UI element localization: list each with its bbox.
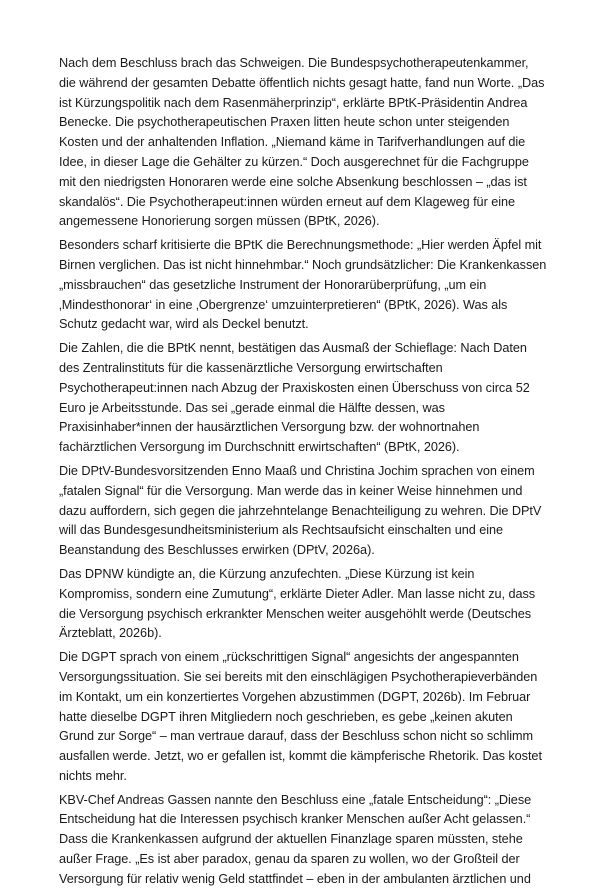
paragraph-calculation-method: Besonders scharf kritisierte die BPtK die Berechnungsmethode: „Hier werden Äpfel mit Birnen verglichen. Das ist nicht hinnehmbar.“ Noch grundsätzlicher: Die Krankenkassen „missbrauchen“ das gesetzliche Instrument der Honorarüberprüfung, „um ein ‚Mindesthonorar‘ in eine ‚Obergrenze‘ umzuinterpretieren“ (BPtK, 2026). Was als Schutz gedacht war, wird als Deckel benutzt. [59, 238, 547, 332]
paragraph-dpnw: Das DPNW kündigte an, die Kürzung anzufechten. „Diese Kürzung ist kein Kompromiss, sondern eine Zumutung“, erklärte Dieter Adler. Man lasse nicht zu, dass die Versorgung psychisch erkrankter Menschen weiter ausgehöhlt werde (Deutsches Ärzteblatt, 2026b). [59, 566, 536, 641]
paragraph-dgpt: Die DGPT sprach von einem „rückschrittigen Signal“ angesichts der angespannten Versorgungssituation. Sie sei bereits mit den einschlägigen Psychotherapieverbänden im Kontakt, um ein konzertiertes Vorgehen abzustimmen (DGPT, 2026b). Im Februar hatte dieselbe DGPT ihren Mitgliedern noch geschrieben, es gebe „keinen akuten Grund zur Sorge“ – man vertraue darauf, dass der Beschluss schon nicht so schlimm ausfallen werde. Jetzt, wo er gefallen ist, kommt die kämpferische Rhetorik. Das kostet nichts mehr. [59, 650, 542, 783]
document-body [59, 54, 547, 894]
paragraph-bptk-reaction: Nach dem Beschluss brach das Schweigen. Die Bundespsychotherapeutenkammer, die während der gesamten Debatte öffentlich nichts gesagt hatte, fand nun Worte. „Das ist Kürzungspolitik nach dem Rasenmäherprinzip“, erklärte BPtK-Präsidentin Andrea Benecke. Die psychotherapeutischen Praxen litten heute schon unter steigenden Kosten und der anhaltenden Inflation. „Niemand käme in Tarifverhandlungen auf die Idee, in dieser Lage die Gehälter zu kürzen.“ Doch ausgerechnet für die Fachgruppe mit den niedrigsten Honoraren werde eine solche Absenkung beschlossen – „das ist skandalös“. Die Psychotherapeut:innen würden erneut auf dem Klageweg für eine angemessene Honorierung sorgen müssen (BPtK, 2026). [59, 56, 545, 229]
paragraph-zi-figures: Die Zahlen, die die BPtK nennt, bestätigen das Ausmaß der Schieflage: Nach Daten des Zentralinstituts für die kassenärztliche Versorgung erwirtschaften Psychotherapeut:innen nach Abzug der Praxiskosten einen Überschuss von circa 52 Euro je Arbeitsstunde. Das sei „gerade einmal die Hälfte dessen, was Praxisinhaber*innen der hausärztlichen Versorgung bzw. der wohnortnahen fachärztlichen Versorgung im Durchschnitt erwirtschaften“ (BPtK, 2026). [59, 341, 530, 455]
paragraph-kbv: KBV-Chef Andreas Gassen nannte den Beschluss eine „fatale Entscheidung“: „Diese Entscheidung hat die Interessen psychisch kranker Menschen außer Acht gelassen.“ Dass die Krankenkassen aufgrund der aktuellen Finanzlage sparen müssten, stehe außer Frage. „Es ist aber paradox, genau da sparen zu wollen, wo der Großteil der Versorgung für relativ wenig Geld stattfindet – eben in der ambulanten ärztlichen und [59, 792, 532, 886]
paragraph-dptv: Die DPtV-Bundesvorsitzenden Enno Maaß und Christina Jochim sprachen von einem „fatalen Signal“ für die Versorgung. Man werde das in keiner Weise hinnehmen und dazu auffordern, sich gegen die jahrzehntelange Benachteiligung zu wehren. Die DPtV will das Bundesgesundheitsministerium als Rechtsaufsicht einschalten und eine Beanstandung des Beschlusses erwirken (DPtV, 2026a). [59, 463, 542, 558]
